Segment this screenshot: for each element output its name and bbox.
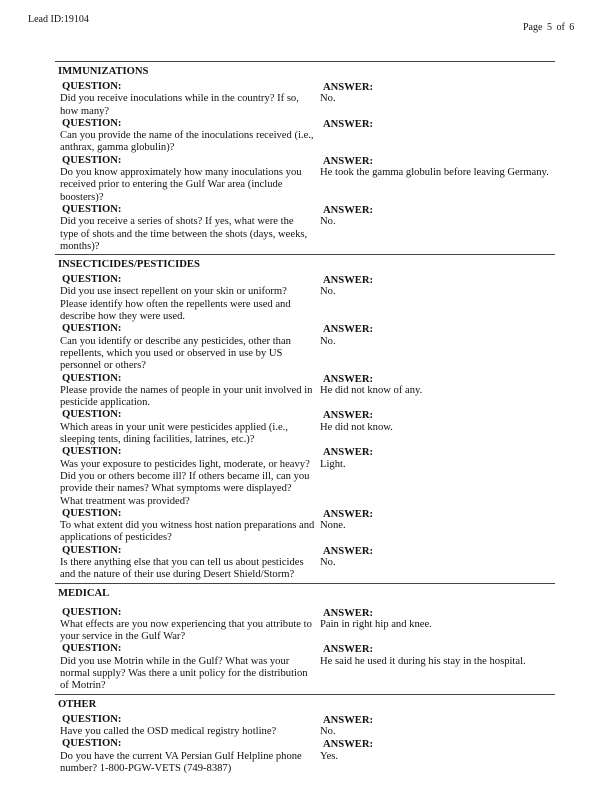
qa-item (55, 155, 555, 204)
question-label: QUESTION: (62, 203, 122, 215)
question-text: applications of pesticides? (60, 532, 172, 544)
question-text: Please identify how often the repellents were used and (60, 298, 291, 310)
question-text: Was your exposure to pesticides light, moderate, or heavy? (60, 458, 310, 470)
answer-text: He did not know. (320, 421, 393, 433)
question-text: sleeping tents, dining facilities, latrines, etc.)? (60, 434, 255, 446)
qa-item (55, 446, 555, 507)
answer-text: Pain in right hip and knee. (320, 618, 432, 630)
question-text: months)? (60, 240, 100, 252)
question-text: Do you know approximately how many inoculations you (60, 167, 302, 179)
qa-item (55, 204, 555, 253)
question-text: of Motrin? (60, 680, 106, 692)
qa-item (55, 607, 555, 644)
qa-item (55, 508, 555, 545)
question-label: QUESTION: (62, 409, 122, 421)
answer-text: He said he used it during his stay in the hospital. (320, 655, 526, 667)
answer-text: No. (320, 556, 336, 568)
question-text: Did you or others become ill? If others became ill, can you (60, 470, 310, 482)
question-label: QUESTION: (62, 117, 122, 129)
answer-label: ANSWER: (323, 644, 374, 656)
qa-item (55, 738, 555, 775)
question-text: Have you called the OSD medical registry hotline? (60, 725, 277, 737)
question-text: repellents, which you used or observed in use by US (60, 347, 283, 359)
qa-item (55, 373, 555, 410)
question-label: QUESTION: (62, 274, 122, 286)
question-text: describe how they were used. (60, 311, 186, 323)
answer-text: He did not know of any. (320, 384, 423, 396)
question-text: boosters)? (60, 191, 104, 203)
question-label: QUESTION: (62, 323, 122, 335)
answer-label: ANSWER: (323, 714, 374, 726)
section-title: IMMUNIZATIONS (58, 66, 149, 77)
qa-item (55, 643, 555, 692)
answer-text: None. (320, 520, 346, 532)
answer-text: He took the gamma globulin before leaving Germany. (320, 167, 549, 179)
qa-item (55, 545, 555, 582)
answer-label: ANSWER: (323, 545, 374, 557)
question-text: number? 1-800-PGW-VETS (749-8387) (60, 762, 232, 774)
question-label: QUESTION: (62, 643, 122, 655)
question-text: To what extent did you witness host nation preparations and (60, 520, 315, 532)
answer-label: ANSWER: (323, 447, 374, 459)
question-text: personnel or others? (60, 360, 146, 372)
question-text: anthrax, gamma globulin)? (60, 142, 175, 154)
section-title: INSECTICIDES/PESTICIDES (58, 259, 200, 271)
question-text: pesticide application. (60, 397, 151, 409)
qa-item (55, 714, 555, 739)
answer-label: ANSWER: (323, 118, 374, 130)
question-text: received prior to entering the Gulf War area (include (60, 179, 283, 191)
question-text: What effects are you now experiencing that you attribute to (60, 618, 312, 630)
question-label: QUESTION: (62, 544, 122, 556)
question-text: Is there anything else that you can tell us about pesticides (60, 556, 304, 568)
lead-id: Lead ID:19104 (28, 14, 89, 25)
question-label: QUESTION: (62, 81, 122, 92)
answer-label: ANSWER: (323, 82, 374, 93)
question-text: Did you use insect repellent on your skin or uniform? (60, 286, 287, 298)
question-label: QUESTION: (62, 738, 122, 750)
qa-item (55, 323, 555, 372)
question-text: provide their names? What symptoms were displayed? (60, 483, 292, 495)
question-label: QUESTION: (62, 446, 122, 458)
answer-text: Yes. (320, 750, 339, 762)
question-label: QUESTION: (62, 507, 122, 519)
answer-label: ANSWER: (323, 324, 374, 336)
section-other (55, 694, 555, 776)
question-text: Please provide the names of people in your unit involved in (60, 384, 313, 396)
section-insecticides-pesticides (55, 254, 555, 582)
section-immunizations (55, 61, 555, 254)
answer-text: No. (320, 286, 336, 298)
page-number: Page 5 of 6 (523, 22, 575, 33)
answer-text: No. (320, 216, 336, 228)
answer-label: ANSWER: (323, 607, 374, 619)
question-text: Do you have the current VA Persian Gulf Helpline phone (60, 750, 302, 762)
question-text: normal supply? Was there a unit policy for the distribution (60, 668, 308, 680)
question-text: What treatment was provided? (60, 495, 190, 507)
answer-label: ANSWER: (323, 508, 374, 520)
question-label: QUESTION: (62, 372, 122, 384)
section-medical (55, 583, 555, 694)
question-text: Did you use Motrin while in the Gulf? What was your (60, 655, 290, 667)
answer-text: Light. (320, 458, 346, 470)
document-body (55, 61, 555, 776)
qa-item (55, 409, 555, 446)
question-text: and the nature of their use during Desert Shield/Storm? (60, 569, 295, 581)
question-text: Can you provide the name of the inoculations received (i.e., (60, 130, 314, 142)
answer-label: ANSWER: (323, 155, 374, 167)
answer-label: ANSWER: (323, 739, 374, 751)
answer-text: No. (320, 93, 336, 105)
qa-item (55, 274, 555, 323)
question-text: how many? (60, 105, 110, 117)
question-text: Can you identify or describe any pesticides, other than (60, 335, 291, 347)
question-label: QUESTION: (62, 713, 122, 725)
question-text: Did you receive a series of shots? If yes, what were the (60, 216, 294, 228)
qa-item (55, 118, 555, 155)
question-label: QUESTION: (62, 606, 122, 618)
answer-label: ANSWER: (323, 275, 374, 287)
section-title: OTHER (58, 698, 97, 710)
qa-item (55, 81, 555, 118)
question-text: Did you receive inoculations while in the country? If so, (60, 93, 299, 105)
answer-text: No. (320, 335, 336, 347)
question-text: your service in the Gulf War? (60, 631, 186, 643)
section-title: MEDICAL (58, 587, 110, 599)
question-text: type of shots and the time between the shots (days, weeks, (60, 228, 308, 240)
question-label: QUESTION: (62, 154, 122, 166)
answer-text: No. (320, 725, 336, 737)
answer-label: ANSWER: (323, 204, 374, 216)
answer-label: ANSWER: (323, 410, 374, 422)
question-text: Which areas in your unit were pesticides applied (i.e., (60, 421, 288, 433)
answer-label: ANSWER: (323, 373, 374, 385)
